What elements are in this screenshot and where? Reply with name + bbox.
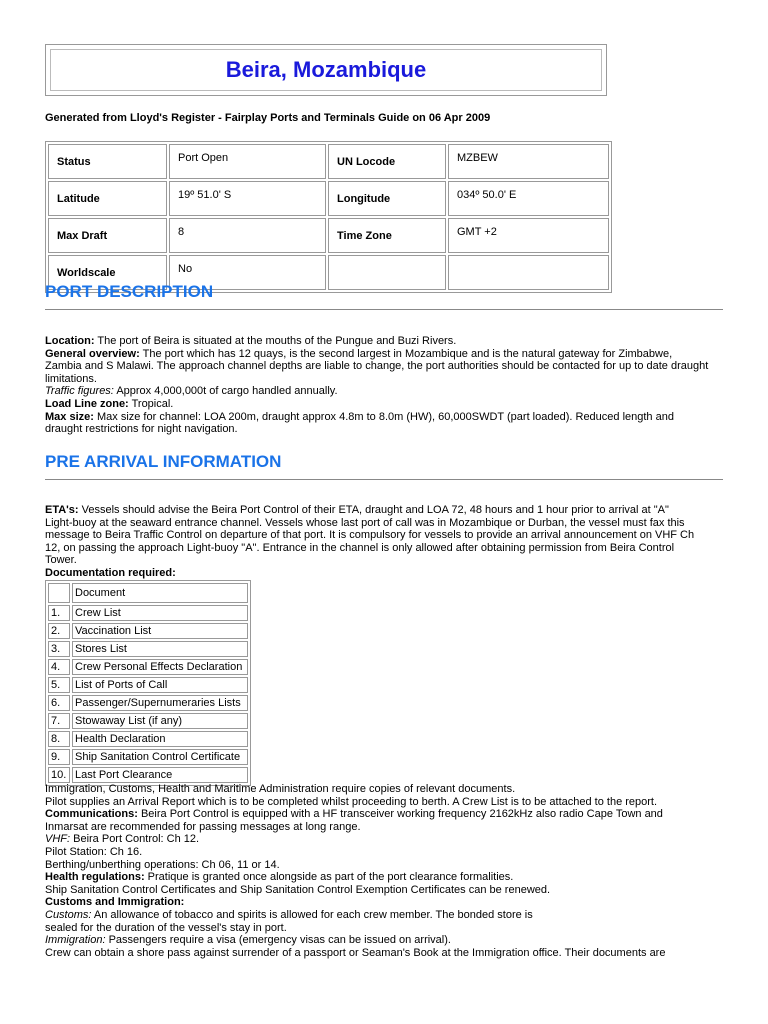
doc-number: 3.	[48, 641, 70, 657]
worldscale-value: No	[169, 255, 326, 290]
table-row	[48, 641, 248, 657]
doc-name: Ship Sanitation Control Certificate	[72, 749, 248, 765]
documents-table	[45, 580, 251, 786]
doc-name: Vaccination List	[72, 623, 248, 639]
document-column-header: Document	[72, 583, 248, 603]
table-row	[48, 605, 248, 621]
doc-name: Last Port Clearance	[72, 767, 248, 783]
doc-number: 9.	[48, 749, 70, 765]
doc-number: 4.	[48, 659, 70, 675]
customs-label: Customs:	[45, 908, 92, 921]
title-box	[45, 44, 607, 96]
worldscale-label: Worldscale	[48, 255, 167, 290]
health-regulations-label: Health regulations:	[45, 871, 145, 884]
doc-name: Stowaway List (if any)	[72, 713, 248, 729]
un-locode-label: UN Locode	[328, 144, 446, 179]
un-locode-value: MZBEW	[448, 144, 609, 179]
table-row	[48, 749, 248, 765]
eta-text: Vessels should advise the Beira Port Control of their ETA, draught and LOA 72, 48 hours and 1 hour prior to arrival at "A"	[78, 504, 669, 516]
doc-name: Health Declaration	[72, 731, 248, 747]
table-row	[48, 767, 248, 783]
status-label: Status	[48, 144, 167, 179]
empty-cell	[328, 255, 446, 290]
immigration-text: Passengers require a visa (emergency visas can be issued on arrival).	[105, 934, 451, 947]
eta-text: 12, on passing the approach Light-buoy "A". Entrance in the channel is only allowed after obtaining permission from Beira Control	[45, 541, 675, 554]
table-row	[48, 695, 248, 711]
table-row	[48, 623, 248, 639]
general-overview-text: The port which has 12 quays, is the second largest in Mozambique and is the natural gateway for Zimbabwe,	[139, 347, 673, 360]
communications-label: Communications:	[45, 808, 138, 821]
empty-cell	[48, 583, 70, 603]
longitude-label: Longitude	[328, 181, 446, 216]
location-label: Location:	[45, 335, 95, 347]
doc-name: Stores List	[72, 641, 248, 657]
berthing-text: Berthing/unberthing operations: Ch 06, 11 or 14.	[45, 858, 280, 871]
traffic-figures-label: Traffic figures:	[45, 385, 114, 398]
port-description-heading: PORT DESCRIPTION	[45, 282, 214, 301]
table-row	[48, 583, 248, 603]
customs-immigration-label: Customs and Immigration:	[45, 896, 185, 909]
general-overview-label: General overview:	[45, 347, 140, 360]
max-draft-value: 8	[169, 218, 326, 253]
empty-cell	[448, 255, 609, 290]
table-row	[48, 731, 248, 747]
eta-label: ETA's:	[45, 504, 79, 516]
doc-name: List of Ports of Call	[72, 677, 248, 693]
doc-name: Crew Personal Effects Declaration	[72, 659, 248, 675]
communications-text: Inmarsat are recommended for passing messages at long range.	[45, 820, 361, 833]
status-value: Port Open	[169, 144, 326, 179]
health-regulations-text: Ship Sanitation Control Certificates and Ship Sanitation Control Exemption Certificates can be renewed.	[45, 883, 551, 896]
section-divider	[45, 309, 723, 310]
latitude-label: Latitude	[48, 181, 167, 216]
table-row	[48, 677, 248, 693]
longitude-value: 034º 50.0' E	[448, 181, 609, 216]
time-zone-label: Time Zone	[328, 218, 446, 253]
traffic-figures-text: Approx 4,000,000t of cargo handled annually.	[113, 385, 338, 398]
communications-text: Beira Port Control is equipped with a HF transceiver working frequency 2162kHz also radio Cape Town and	[137, 808, 663, 821]
table-row	[48, 659, 248, 675]
port-description-body	[45, 335, 725, 436]
general-overview-text: Zambia and S Malawi. The approach channel depths are liable to change, the port authorities should be contacted for up to date draught	[45, 360, 709, 373]
time-zone-value: GMT +2	[448, 218, 609, 253]
pilot-station-text: Pilot Station: Ch 16.	[45, 845, 143, 858]
pre-arrival-body	[45, 783, 725, 959]
load-line-text: Tropical.	[128, 397, 174, 410]
documents-note: Immigration, Customs, Health and Maritime Administration require copies of relevant documents.	[45, 783, 516, 795]
info-row	[48, 218, 609, 253]
eta-text: Tower.	[45, 554, 77, 567]
info-row	[48, 144, 609, 179]
section-divider	[45, 479, 723, 480]
table-row	[48, 713, 248, 729]
vhf-label: VHF:	[45, 833, 71, 846]
vhf-text: Beira Port Control: Ch 12.	[70, 833, 200, 846]
general-overview-text: limitations.	[45, 372, 97, 385]
max-size-label: Max size:	[45, 410, 94, 423]
doc-number: 5.	[48, 677, 70, 693]
eta-paragraph	[45, 504, 725, 580]
latitude-value: 19º 51.0' S	[169, 181, 326, 216]
generated-source-line: Generated from Lloyd's Register - Fairplay Ports and Terminals Guide on 06 Apr 2009	[45, 112, 491, 124]
arrival-report-note: Pilot supplies an Arrival Report which is to be completed whilst proceeding to berth. A Crew List is to be attached to the report.	[45, 795, 658, 808]
doc-number: 1.	[48, 605, 70, 621]
doc-number: 10.	[48, 767, 70, 783]
max-draft-label: Max Draft	[48, 218, 167, 253]
shore-pass-text: Crew can obtain a shore pass against surrender of a passport or Seaman's Book at the Immigration office. Their documents are	[45, 946, 666, 959]
pre-arrival-heading: PRE ARRIVAL INFORMATION	[45, 452, 282, 471]
documentation-label: Documentation required:	[45, 566, 176, 579]
doc-number: 2.	[48, 623, 70, 639]
doc-name: Crew List	[72, 605, 248, 621]
page-title: Beira, Mozambique	[225, 57, 427, 82]
eta-text: message to Beira Traffic Control on departure of that port. It is compulsory for vessels to provide an arrival announcement on VHF Ch	[45, 529, 695, 542]
doc-name: Passenger/Supernumeraries Lists	[72, 695, 248, 711]
eta-text: Light-buoy at the seaward entrance channel. Vessels whose last port of call was in Mozambique or Durban, the vessel must fax this	[45, 516, 685, 529]
immigration-label: Immigration:	[45, 934, 106, 947]
location-text: The port of Beira is situated at the mouths of the Pungue and Buzi Rivers.	[94, 335, 457, 347]
doc-number: 6.	[48, 695, 70, 711]
max-size-text: Max size for channel: LOA 200m, draught approx 4.8m to 8.0m (HW), 60,000SWDT (part loaded). Reduced length and	[93, 410, 674, 423]
load-line-label: Load Line zone:	[45, 397, 129, 410]
doc-number: 7.	[48, 713, 70, 729]
health-regulations-text: Pratique is granted once alongside as part of the port clearance formalities.	[144, 871, 514, 884]
info-row	[48, 181, 609, 216]
port-info-table	[45, 141, 612, 293]
customs-text: sealed for the duration of the vessel's stay in port.	[45, 921, 287, 934]
max-size-text: draught restrictions for night navigation.	[45, 423, 238, 436]
customs-text: An allowance of tobacco and spirits is allowed for each crew member. The bonded store is	[91, 908, 533, 921]
title-inner-frame	[50, 49, 602, 91]
doc-number: 8.	[48, 731, 70, 747]
